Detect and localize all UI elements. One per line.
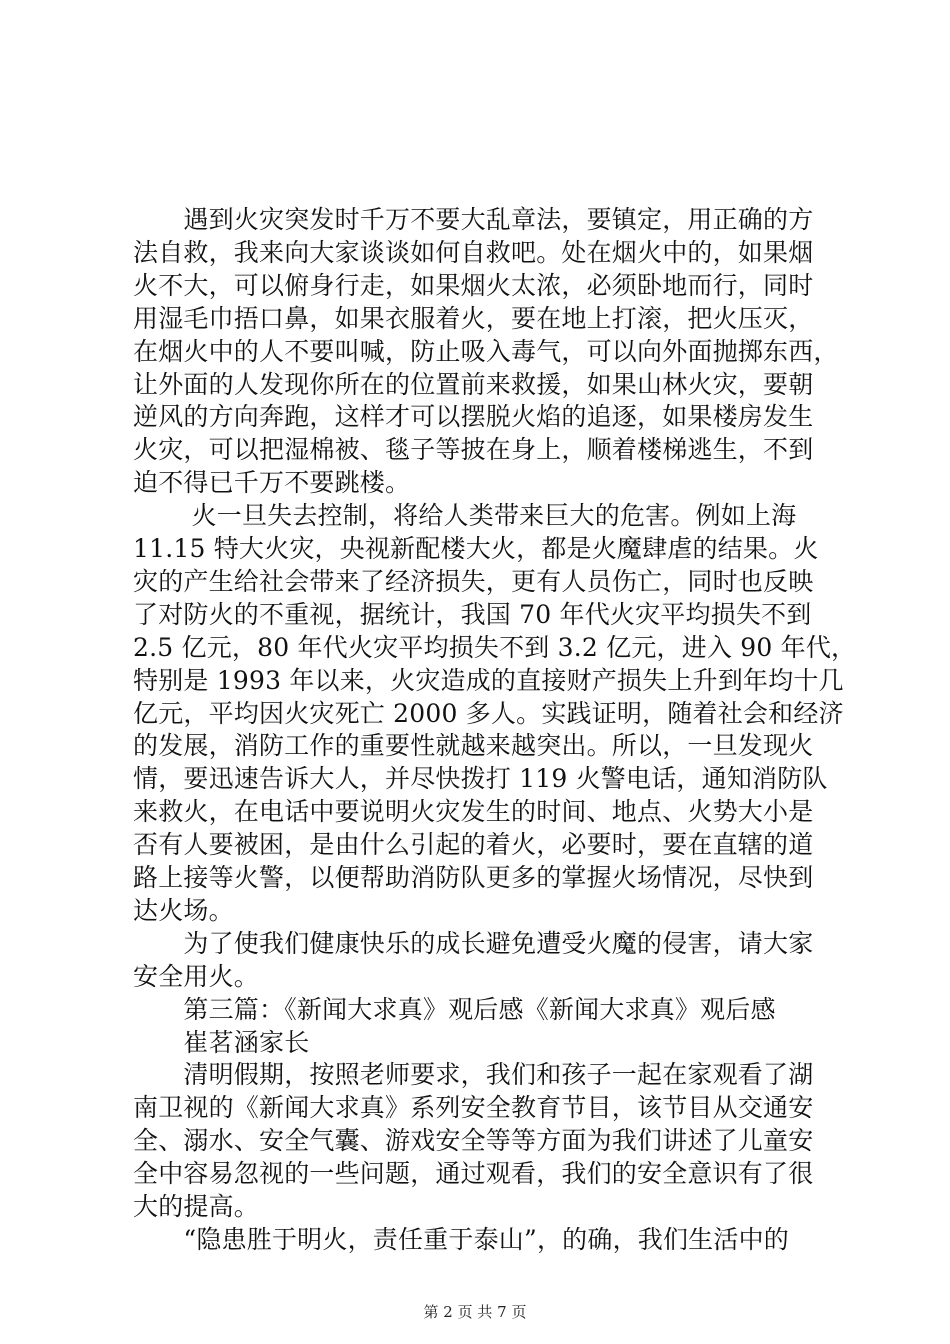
text-line: 情，要迅速告诉大人，并尽快拨打 119 火警电话，通知消防队 (133, 764, 828, 794)
text-line: 让外面的人发现你所在的位置前来救援，如果山林火灾，要朝 (133, 369, 814, 399)
text-line: 第三篇：《新闻大求真》观后感《新闻大求真》观后感 (133, 994, 776, 1024)
text-line: 火不大，可以俯身行走，如果烟火太浓，必须卧地而行，同时 (133, 270, 814, 300)
text-line: 火灾，可以把湿棉被、毯子等披在身上，顺着楼梯逃生，不到 (133, 435, 814, 465)
text-line: 法自救，我来向大家谈谈如何自救吧。处在烟火中的，如果烟 (133, 237, 814, 267)
text-line: 达火场。 (133, 895, 234, 925)
text-line: 路上接等火警，以便帮助消防队更多的掌握火场情况，尽快到 (133, 863, 814, 892)
page-footer: 第 2 页 共 7 页 (423, 1303, 527, 1321)
text-line: 大的提高。 (133, 1192, 260, 1221)
text-line: 了对防火的不重视，据统计，我国 70 年代火灾平均损失不到 (133, 599, 812, 629)
text-line: 安全用火。 (133, 961, 260, 991)
text-line: 全、溺水、安全气囊、游戏安全等等方面为我们讲述了儿童安 (133, 1126, 814, 1156)
text-line: 逆风的方向奔跑，这样才可以摆脱火焰的追逐，如果楼房发生 (133, 402, 814, 432)
text-line: 来救火，在电话中要说明火灾发生的时间、地点、火势大小是 (133, 797, 814, 827)
text-line: 亿元，平均因火灾死亡 2000 多人。实践证明，随着社会和经济 (133, 698, 844, 728)
text-line: 火一旦失去控制，将给人类带来巨大的危害。例如上海 (133, 501, 797, 531)
text-line: 11.15 特大火灾，央视新配楼大火，都是火魔肆虐的结果。火 (133, 534, 819, 563)
text-line: 用湿毛巾捂口鼻，如果衣服着火，要在地上打滚，把火压灭， (133, 303, 814, 333)
text-line: 的发展，消防工作的重要性就越来越突出。所以，一旦发现火 (133, 731, 814, 761)
text-line: 遇到火灾突发时千万不要大乱章法，要镇定，用正确的方 (133, 205, 814, 234)
text-line: 2.5 亿元，80 年代火灾平均损失不到 3.2 亿元，进入 90 年代， (133, 632, 857, 662)
text-line: 迫不得已千万不要跳楼。 (133, 468, 411, 498)
text-line: “隐患胜于明火，责任重于泰山”，的确，我们生活中的 (133, 1224, 789, 1254)
text-line: 南卫视的《新闻大求真》系列安全教育节目，该节目从交通安 (133, 1093, 814, 1123)
text-line: 为了使我们健康快乐的成长避免遭受火魔的侵害，请大家 (133, 928, 814, 958)
text-line: 崔茗涵家长 (133, 1027, 310, 1057)
text-line: 灾的产生给社会带来了经济损失，更有人员伤亡，同时也反映 (133, 566, 814, 596)
text-line: 特别是 1993 年以来，火灾造成的直接财产损失上升到年均十几 (133, 665, 844, 695)
text-line: 全中容易忽视的一些问题，通过观看，我们的安全意识有了很 (133, 1159, 814, 1189)
text-line: 在烟火中的人不要叫喊，防止吸入毒气，可以向外面抛掷东西， (133, 336, 839, 366)
text-line: 否有人要被困，是由什么引起的着火，必要时，要在直辖的道 (133, 830, 814, 860)
text-line: 清明假期，按照老师要求，我们和孩子一起在家观看了湖 (133, 1060, 814, 1090)
